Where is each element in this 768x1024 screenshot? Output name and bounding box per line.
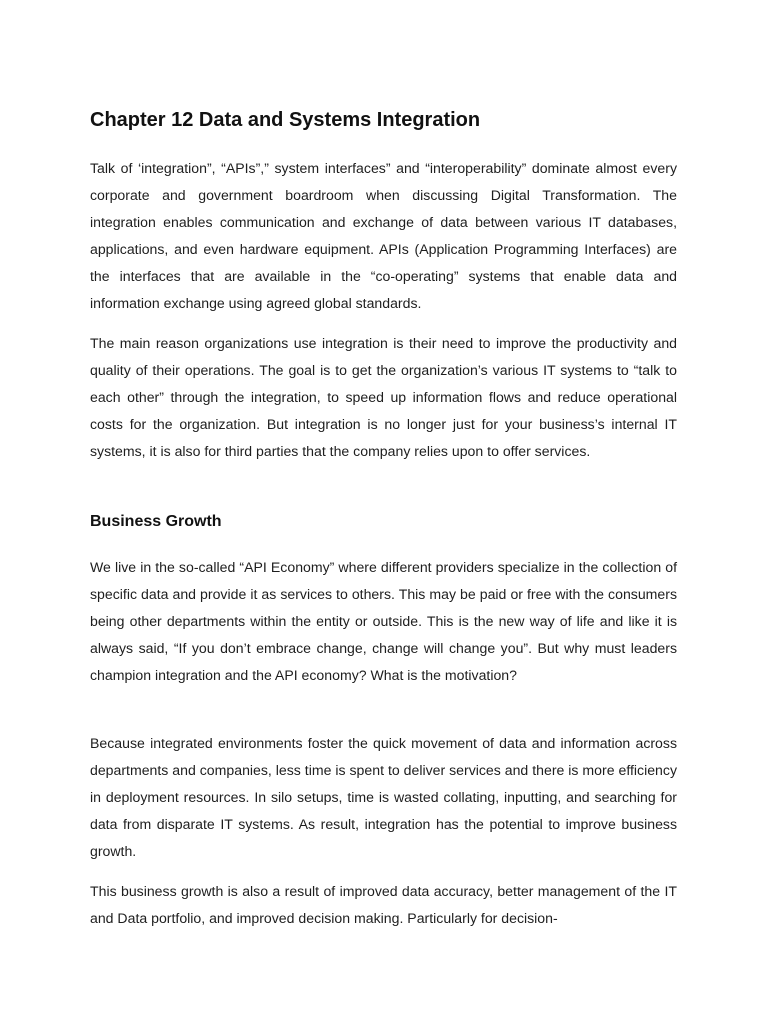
intro-paragraph: Talk of ‘integration”, “APIs”,” system interfaces” and “interoperability” dominate almost every corporate and government boardroom when discussing Digital Transformation. The integration enables communication and exchange of data between various IT databases, applications, and even hardware equipment. APIs (Application Programming Interfaces) are the interfaces that are available in the “co-operating” systems that enable data and information exchange using agreed global standards.	[90, 160, 677, 311]
section-heading-business-growth: Business Growth	[90, 513, 222, 530]
chapter-title: Chapter 12 Data and Systems Integration	[90, 109, 481, 131]
growth-paragraph: This business growth is also a result of improved data accuracy, better management of the IT and Data portfolio, and improved decision making. Particularly for decision-	[90, 883, 677, 926]
growth-paragraph: Because integrated environments foster the quick movement of data and information across departments and companies, less time is spent to deliver services and there is more efficiency in deployment resources. In silo setups, time is wasted collating, inputting, and searching for data from disparate IT systems. As result, integration has the potential to improve business growth.	[90, 735, 677, 859]
growth-paragraph: We live in the so-called “API Economy” where different providers specialize in the collection of specific data and provide it as services to others. This may be paid or free with the consumers being other departments within the entity or outside. This is the new way of life and like it is always said, “If you don’t embrace change, change will change you”. But why must leaders champion integration and the API economy? What is the motivation?	[90, 559, 677, 683]
intro-paragraph: The main reason organizations use integration is their need to improve the productivity and quality of their operations. The goal is to get the organization’s various IT systems to “talk to each other” through the integration, to speed up information flows and reduce operational costs for the organization. But integration is no longer just for your business’s internal IT systems, it is also for third parties that the company relies upon to offer services.	[90, 335, 677, 459]
